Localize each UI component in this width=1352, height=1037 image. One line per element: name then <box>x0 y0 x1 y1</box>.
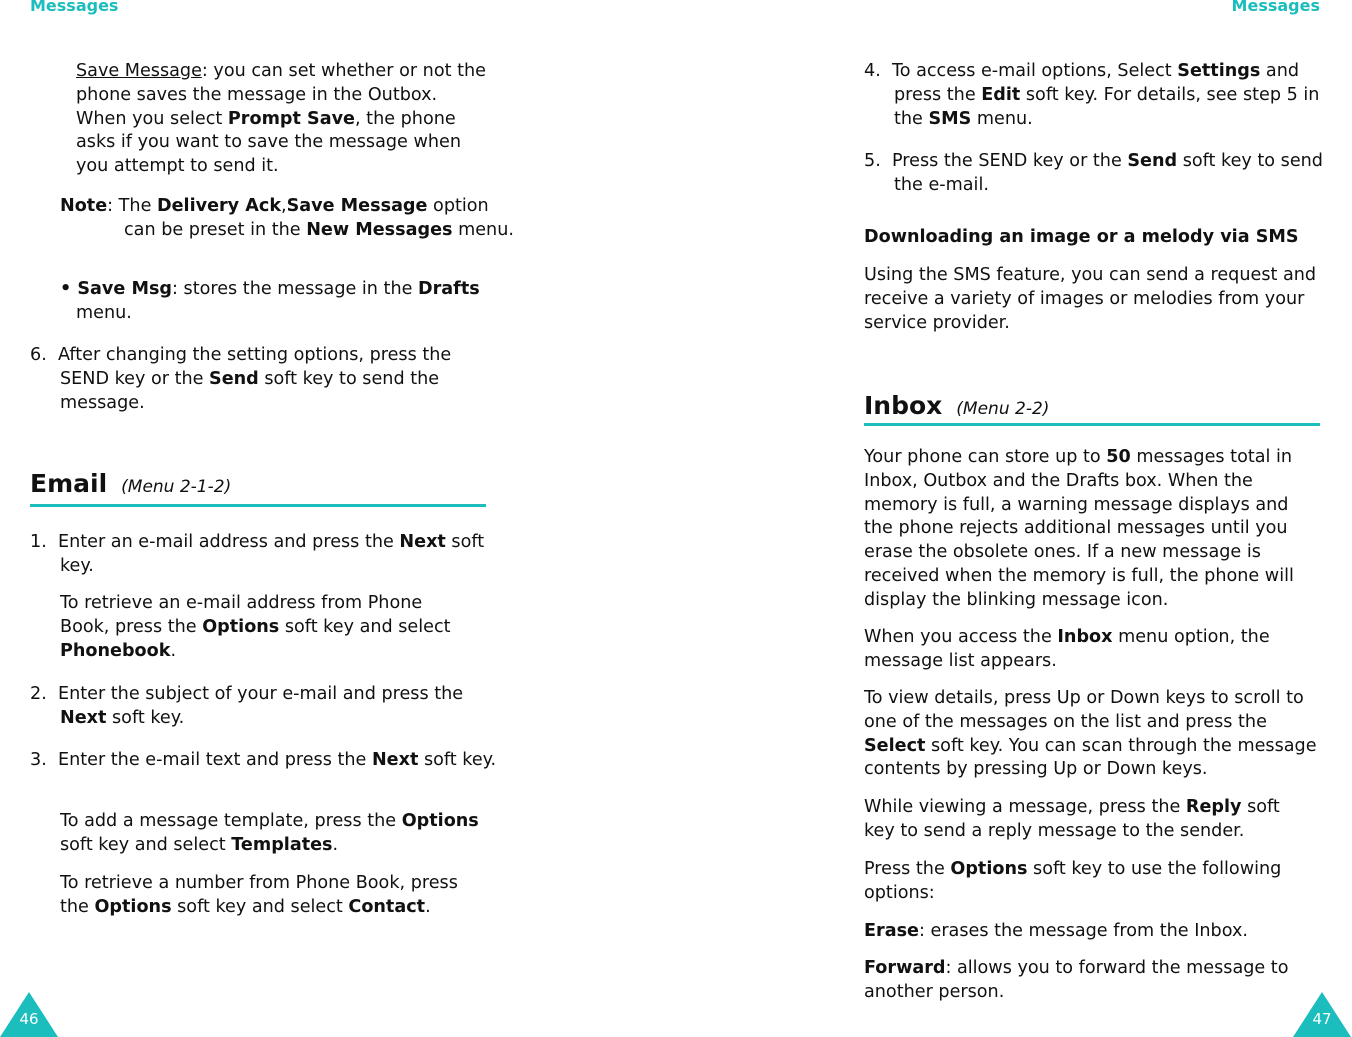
bold-term: Edit <box>981 84 1021 105</box>
text-segment: 1. Enter an e-mail address and press the <box>30 532 400 552</box>
text-segment: soft key. <box>106 707 185 728</box>
page-number-left: 46 <box>19 1010 39 1028</box>
text-segment: 4. To access e-mail options, Select <box>864 61 1178 81</box>
email-step-4 <box>864 60 1349 131</box>
bold-term: Inbox <box>1057 627 1113 647</box>
bold-term: New Messages <box>306 219 453 240</box>
inbox-option-forward <box>864 957 1319 1005</box>
bold-term: Options <box>202 616 280 637</box>
text-segment: soft key to send a reply message to the sender. <box>864 797 1280 841</box>
bold-term: Options <box>401 811 479 831</box>
section-header-right: Messages <box>1231 0 1320 15</box>
bold-term: Next <box>60 707 107 728</box>
text-segment: soft key to use the following options: <box>864 859 1282 903</box>
bold-term: Note <box>60 196 108 216</box>
bold-term: Select <box>864 735 926 756</box>
bold-term: Options <box>94 896 172 917</box>
text-segment: Your phone can store up to <box>864 447 1107 467</box>
bold-term: Prompt Save <box>227 108 355 129</box>
text-segment: soft key and select <box>279 616 451 637</box>
text-segment: To view details, press Up or Down keys to scroll to one of the messages on the list and press the <box>864 688 1304 732</box>
text-segment: soft key and select <box>60 834 232 855</box>
bold-term: Send <box>209 368 259 389</box>
email-heading <box>30 469 231 498</box>
bold-term: Next <box>371 750 419 770</box>
inbox-para-5 <box>864 858 1304 906</box>
text-segment: While viewing a message, press the <box>864 797 1186 817</box>
text-segment: messages total in Inbox, Outbox and the Drafts box. When the memory is full, a warning message displays and the phone rejects additional messages until you erase the obsolete ones. If a new message is received when the memory is full, the phone will display the blinking message icon. <box>864 447 1294 610</box>
bold-term: • Save Msg <box>60 279 173 299</box>
text-segment: To add a message template, press the <box>60 811 402 831</box>
text-segment: : allows you to forward the message to another person. <box>864 958 1289 1002</box>
text-segment: When you access the <box>864 627 1058 647</box>
page-number-right: 47 <box>1312 1010 1332 1028</box>
inbox-para-2 <box>864 626 1304 674</box>
bold-term: Send <box>1127 151 1178 171</box>
bold-term: Forward <box>864 958 946 978</box>
text-segment: option can be preset in the <box>124 196 489 240</box>
text-segment: : you can set whether or not the phone saves the message in the Outbox. When you select <box>76 61 486 129</box>
text-segment: menu. <box>971 108 1033 129</box>
email-step-3 <box>30 749 505 773</box>
bold-term: Next <box>399 532 446 552</box>
inbox-title: Inbox <box>864 391 943 420</box>
inbox-option-erase <box>864 920 1319 944</box>
note <box>60 195 514 243</box>
text-segment: menu option, the message list appears. <box>864 627 1270 671</box>
text-segment: : erases the message from the Inbox. <box>918 921 1248 941</box>
underlined-term: Save Message <box>76 61 202 81</box>
email-step-1 <box>30 531 500 579</box>
bold-term: Settings <box>1177 61 1261 81</box>
bold-term: Reply <box>1185 797 1242 817</box>
text-segment: 3. Enter the e-mail text and press the <box>30 750 372 770</box>
text-segment: soft key. For details, see step 5 in the <box>894 84 1320 129</box>
text-segment: , <box>281 196 287 216</box>
download-text <box>864 264 1319 335</box>
email-heading-rule <box>30 504 486 507</box>
bold-term: 50 <box>1106 447 1131 467</box>
text-segment: To retrieve a number from Phone Book, press the <box>60 873 458 917</box>
save-message-option <box>76 60 488 179</box>
text-segment: . <box>425 896 431 917</box>
download-heading: Downloading an image or a melody via SMS <box>864 227 1299 247</box>
email-title: Email <box>30 469 108 498</box>
text-segment: : stores the message in the <box>172 279 419 299</box>
text-segment: 2. Enter the subject of your e-mail and press the <box>30 684 464 704</box>
bold-term: Erase <box>864 921 919 941</box>
email-step-1-note <box>60 592 472 663</box>
email-step-2 <box>30 683 515 731</box>
bold-term: Templates <box>231 834 333 855</box>
email-step-5 <box>864 150 1334 198</box>
bold-term: Options <box>950 859 1028 879</box>
email-menu-ref: (Menu 2-1-2) <box>121 477 232 497</box>
inbox-heading-rule <box>864 423 1320 426</box>
text-segment: . <box>332 834 339 855</box>
text-segment: soft key to send the e-mail. <box>894 151 1323 195</box>
text-segment: soft key to send the message. <box>60 368 440 413</box>
text-segment: Using the SMS feature, you can send a request and receive a variety of images or melodies from your service provider. <box>864 265 1317 333</box>
text-segment: : The <box>107 196 157 216</box>
inbox-menu-ref: (Menu 2-2) <box>956 399 1050 419</box>
inbox-para-4 <box>864 796 1304 844</box>
bold-term: Phonebook <box>60 640 171 661</box>
text-segment: menu. <box>76 302 132 323</box>
bold-term: SMS <box>928 108 972 129</box>
section-header-left: Messages <box>30 0 119 15</box>
bold-term: Drafts <box>418 279 480 299</box>
text-segment: To retrieve an e-mail address from Phone Book, press the <box>60 593 423 637</box>
text-segment: menu. <box>452 219 514 240</box>
email-step-3-note-2 <box>60 872 480 920</box>
text-segment: and press the <box>894 61 1300 105</box>
text-segment: . <box>170 640 177 661</box>
text-segment: soft key and select <box>171 896 349 917</box>
inbox-heading <box>864 391 1049 420</box>
inbox-para-3 <box>864 687 1322 782</box>
text-segment: Press the <box>864 859 951 879</box>
text-segment: 5. Press the SEND key or the <box>864 151 1128 171</box>
text-segment: , the phone asks if you want to save the message when you attempt to send it. <box>76 108 461 177</box>
text-segment: soft key. <box>418 750 497 770</box>
inbox-para-1 <box>864 446 1319 613</box>
step-6 <box>30 344 485 415</box>
text-segment: soft key. <box>60 532 485 576</box>
text-segment: 6. After changing the setting options, press the SEND key or the <box>30 345 452 389</box>
email-step-3-note-1 <box>60 810 488 858</box>
bold-term: Save Message <box>286 196 428 216</box>
save-msg-bullet <box>60 278 486 326</box>
bold-term: Contact <box>348 896 426 917</box>
bold-term: Delivery Ack <box>157 196 282 216</box>
text-segment: soft key. You can scan through the message contents by pressing Up or Down keys. <box>864 735 1317 780</box>
